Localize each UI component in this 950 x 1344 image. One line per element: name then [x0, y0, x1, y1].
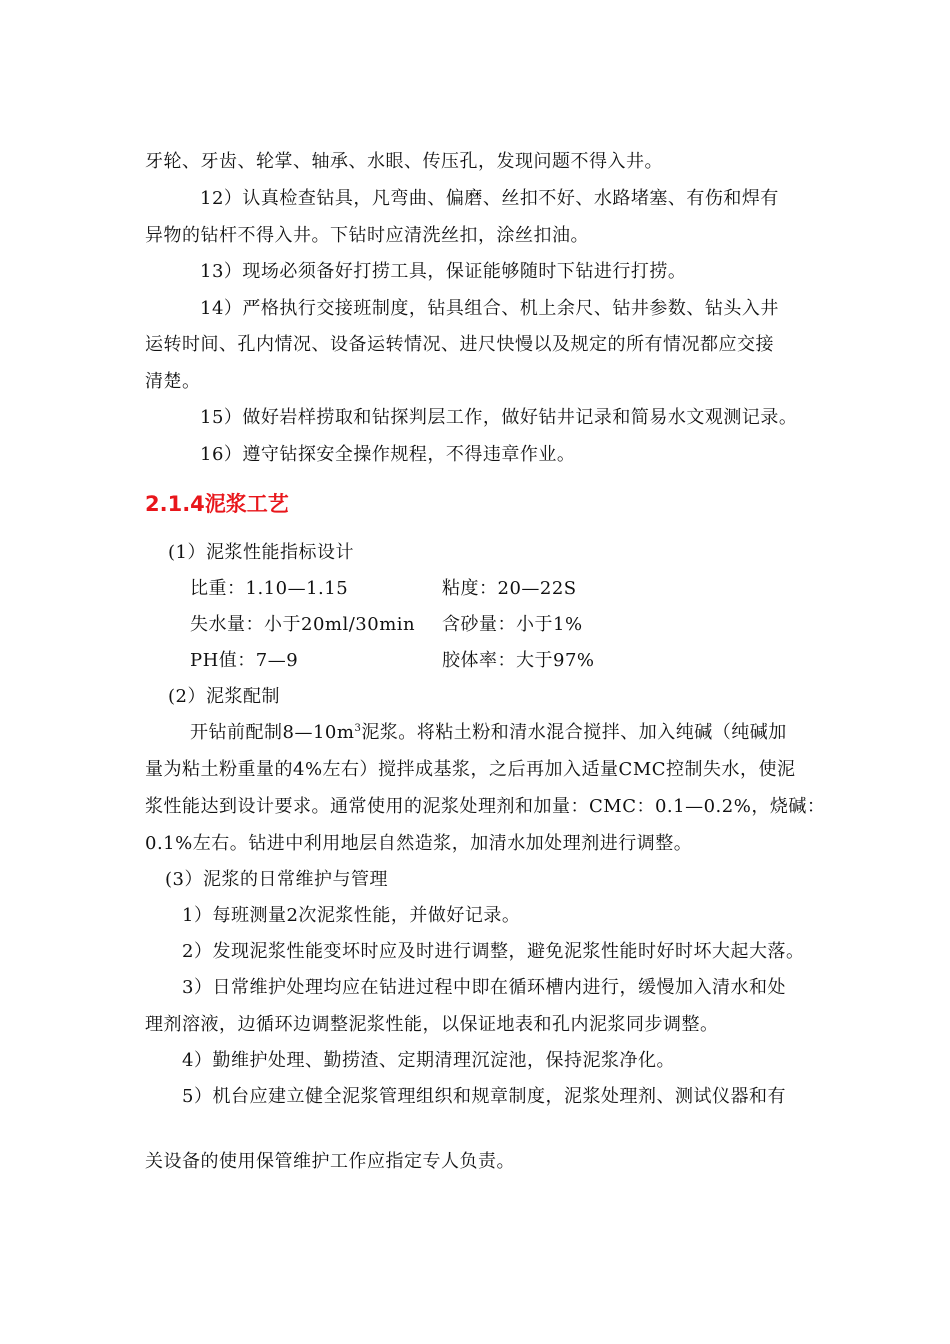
- spec-left: 失水量：小于20ml/30min: [190, 614, 416, 635]
- body-line: 15）做好岩样捞取和钻探判层工作，做好钻井记录和简易水文观测记录。: [200, 407, 798, 428]
- spec-right: 胶体率：大于97%: [442, 650, 595, 671]
- spec-right: 含砂量：小于1%: [442, 614, 583, 635]
- body-line: 3）日常维护处理均应在钻进过程中即在循环槽内进行，缓慢加入清水和处: [182, 977, 786, 998]
- subsection-title: (2）泥浆配制: [168, 686, 280, 707]
- body-line: 异物的钻杆不得入井。下钻时应清洗丝扣，涂丝扣油。: [145, 225, 589, 246]
- spec-left: PH值：7—9: [190, 650, 299, 671]
- body-line: 清楚。: [145, 371, 201, 392]
- section-heading: 2.1.4泥浆工艺: [145, 492, 289, 516]
- body-line: 4）勤维护处理、勤捞渣、定期清理沉淀池，保持泥浆净化。: [182, 1050, 675, 1071]
- body-line: 理剂溶液，边循环边调整泥浆性能，以保证地表和孔内泥浆同步调整。: [145, 1014, 719, 1035]
- body-line: 1）每班测量2次泥浆性能，并做好记录。: [182, 905, 521, 926]
- subsection-title: (3）泥浆的日常维护与管理: [165, 869, 388, 890]
- superscript: 3: [354, 723, 362, 734]
- body-line: 16）遵守钻探安全操作规程，不得违章作业。: [200, 444, 576, 465]
- body-line: 5）机台应建立健全泥浆管理组织和规章制度，泥浆处理剂、测试仪器和有: [182, 1086, 786, 1107]
- body-line: [190, 722, 787, 744]
- subsection-title: (1）泥浆性能指标设计: [168, 542, 354, 563]
- body-line: 浆性能达到设计要求。通常使用的泥浆处理剂和加量：CMC：0.1—0.2%，烧碱：: [145, 796, 826, 817]
- body-line: 量为粘土粉重量的4%左右）搅拌成基浆，之后再加入适量CMC控制失水，使泥: [145, 759, 796, 780]
- spec-right: 粘度：20—22S: [442, 578, 577, 599]
- body-line: 关设备的使用保管维护工作应指定专人负责。: [145, 1151, 515, 1172]
- body-line: 运转时间、孔内情况、设备运转情况、进尺快慢以及规定的所有情况都应交接: [145, 334, 774, 355]
- body-line: 14）严格执行交接班制度，钻具组合、机上余尺、钻井参数、钻头入井: [200, 298, 779, 319]
- prep-text: 泥浆。将粘土粉和清水混合搅拌、加入纯碱（纯碱加: [361, 722, 787, 743]
- prep-text: 开钻前配制8—10m: [190, 722, 355, 743]
- body-line: 12）认真检查钻具，凡弯曲、偏磨、丝扣不好、水路堵塞、有伤和焊有: [200, 188, 779, 209]
- body-line: 2）发现泥浆性能变坏时应及时进行调整，避免泥浆性能时好时坏大起大落。: [182, 941, 805, 962]
- body-line: 牙轮、牙齿、轮掌、轴承、水眼、传压孔，发现问题不得入井。: [145, 151, 663, 172]
- spec-left: 比重：1.10—1.15: [190, 578, 349, 599]
- body-line: 13）现场必须备好打捞工具，保证能够随时下钻进行打捞。: [200, 261, 687, 282]
- body-line: 0.1%左右。钻进中利用地层自然造浆，加清水加处理剂进行调整。: [145, 833, 693, 854]
